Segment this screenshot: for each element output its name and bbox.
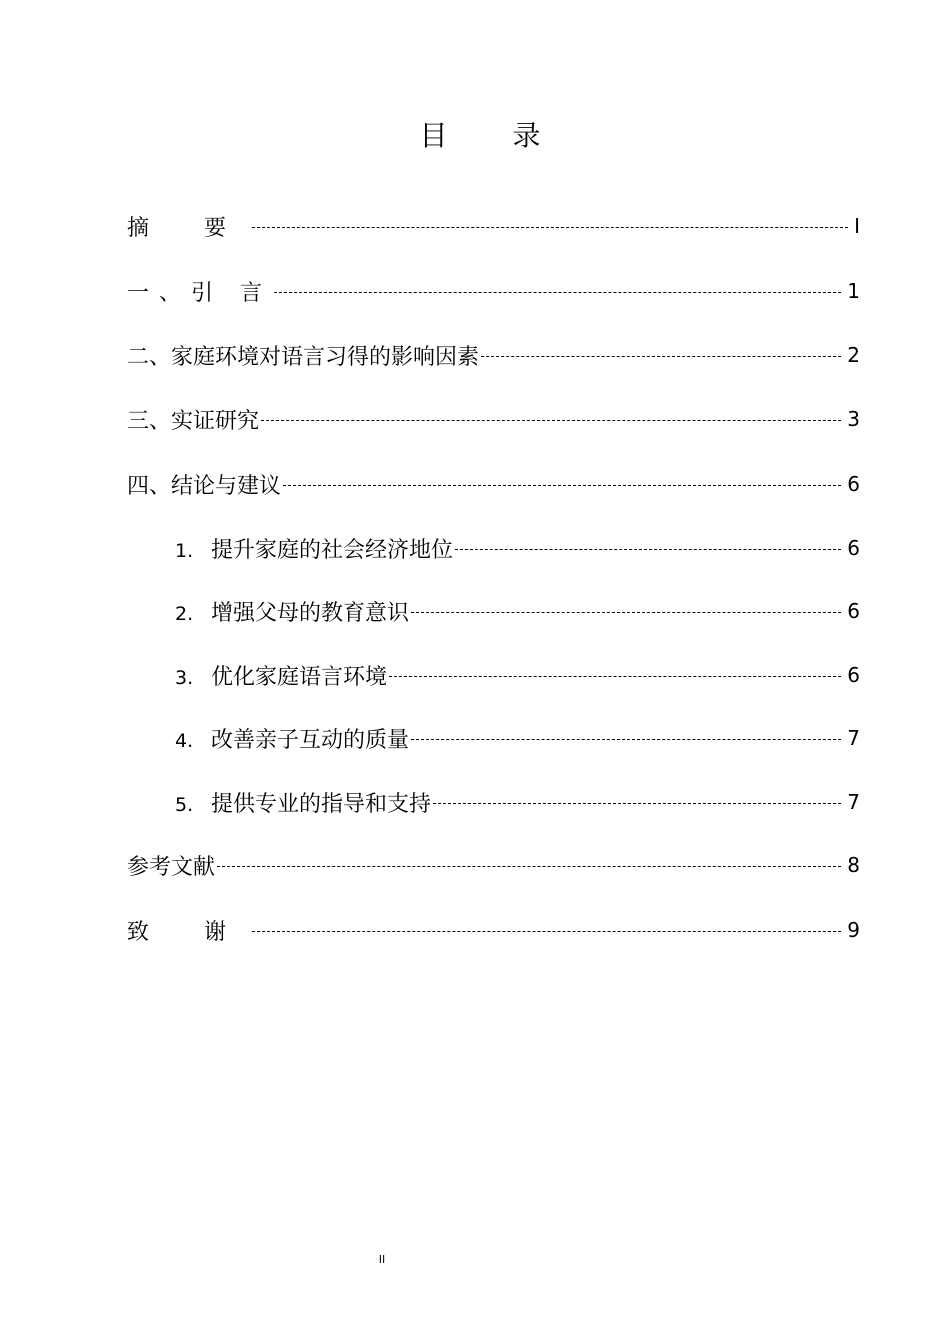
toc-subentry-3[interactable] bbox=[175, 655, 860, 695]
toc-entry-acknowledgements[interactable] bbox=[127, 910, 860, 950]
toc-entry-number: 3. bbox=[175, 666, 194, 689]
dot-leader bbox=[481, 356, 841, 357]
toc-entry-page: 3 bbox=[847, 407, 860, 431]
toc-entry-page: 6 bbox=[847, 599, 860, 623]
dot-leader bbox=[252, 931, 841, 932]
dot-leader bbox=[411, 612, 841, 613]
toc-entry-page: 6 bbox=[847, 663, 860, 687]
dot-leader bbox=[274, 292, 841, 293]
toc-entry-text: 提升家庭的社会经济地位 bbox=[211, 537, 454, 563]
dot-leader bbox=[217, 866, 841, 867]
toc-entry-page: 9 bbox=[847, 918, 860, 942]
dot-leader bbox=[261, 420, 841, 421]
toc-entry-page: 8 bbox=[847, 853, 860, 877]
toc-entry-label: 三、实证研究 bbox=[127, 408, 260, 434]
dot-leader bbox=[389, 676, 841, 677]
toc-entry-conclusion[interactable] bbox=[127, 464, 860, 504]
toc-entry-label: 致 谢 bbox=[127, 919, 250, 945]
toc-entry-page: 1 bbox=[847, 279, 860, 303]
toc-entry-text: 增强父母的教育意识 bbox=[211, 600, 410, 626]
toc-entry-number: 2. bbox=[175, 602, 194, 625]
toc-entry-number: 5. bbox=[175, 793, 194, 816]
toc-entry-page: 6 bbox=[847, 472, 860, 496]
toc-entry-text: 优化家庭语言环境 bbox=[211, 664, 388, 690]
toc-entry-label: 四、结论与建议 bbox=[127, 473, 282, 499]
dot-leader bbox=[411, 739, 841, 740]
toc-entry-text: 改善亲子互动的质量 bbox=[211, 727, 410, 753]
toc-entry-label bbox=[175, 723, 409, 754]
toc-entry-abstract[interactable] bbox=[127, 206, 860, 246]
toc-entry-label: 二、家庭环境对语言习得的影响因素 bbox=[127, 344, 480, 370]
toc-entry-page: 2 bbox=[847, 343, 860, 367]
toc-entry-label: 摘 要 bbox=[127, 215, 250, 241]
toc-entry-page: 6 bbox=[847, 536, 860, 560]
toc-entry-text: 提供专业的指导和支持 bbox=[211, 791, 432, 817]
toc-entry-number: 1. bbox=[175, 539, 194, 562]
dot-leader bbox=[433, 803, 841, 804]
toc-entry-label bbox=[175, 596, 409, 627]
toc-entry-label bbox=[175, 787, 431, 818]
toc-title: 目 录 bbox=[419, 119, 569, 152]
toc-entry-introduction[interactable] bbox=[127, 271, 860, 311]
toc-entry-empirical-study[interactable] bbox=[127, 399, 860, 439]
dot-leader bbox=[283, 485, 841, 486]
toc-subentry-4[interactable] bbox=[175, 718, 860, 758]
toc-entry-label: 参考文献 bbox=[127, 854, 216, 880]
toc-entry-label: 一、引 言 bbox=[127, 280, 272, 306]
toc-subentry-5[interactable] bbox=[175, 782, 860, 822]
toc-entry-label bbox=[175, 533, 453, 564]
page-number: II bbox=[378, 1253, 386, 1266]
toc-entry-number: 4. bbox=[175, 729, 194, 752]
dot-leader bbox=[252, 227, 848, 228]
toc-entry-factors[interactable] bbox=[127, 335, 860, 375]
dot-leader bbox=[455, 549, 841, 550]
toc-entry-page: 7 bbox=[847, 790, 860, 814]
toc-subentry-2[interactable] bbox=[175, 591, 860, 631]
toc-subentry-1[interactable] bbox=[175, 528, 860, 568]
toc-entry-references[interactable] bbox=[127, 845, 860, 885]
toc-entry-label bbox=[175, 660, 387, 691]
toc-entry-page: 7 bbox=[847, 726, 860, 750]
toc-entry-page: I bbox=[854, 214, 860, 238]
